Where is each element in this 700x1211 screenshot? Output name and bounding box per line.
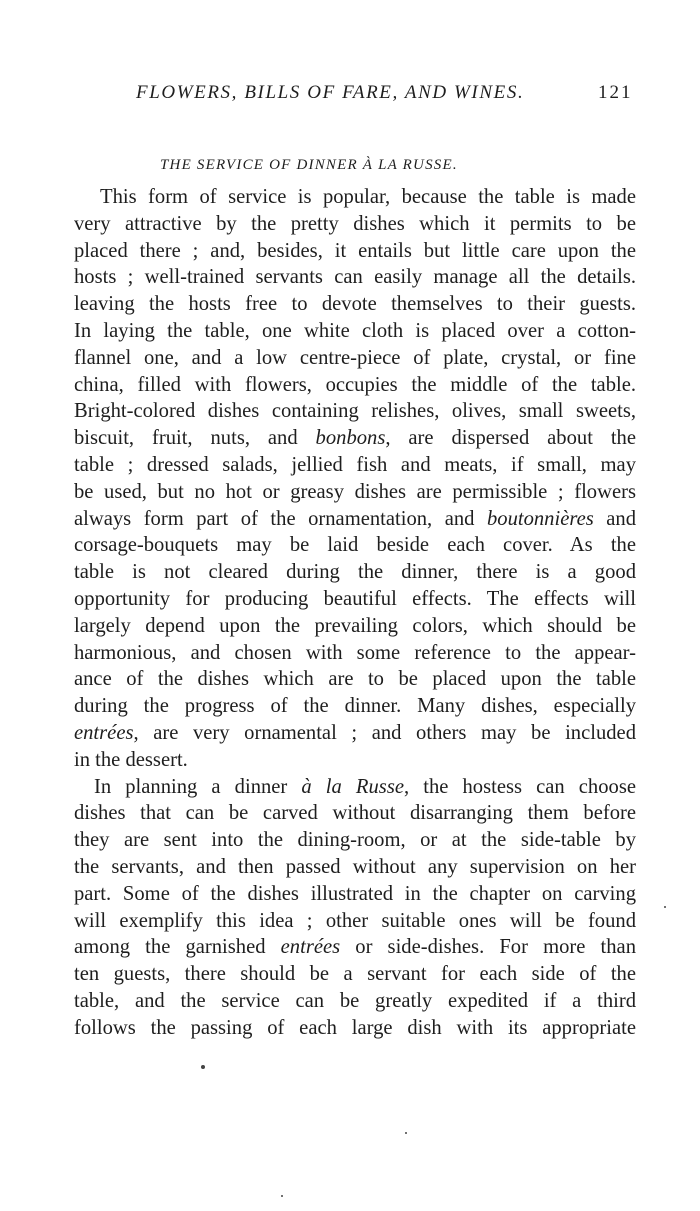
text-run: table, and the service can be greatly expedited if a third: [74, 989, 636, 1012]
text-run: ten guests, there should be a servant for each side of the: [74, 963, 636, 986]
text-run: in the dessert.: [74, 748, 188, 771]
italic-phrase: bonbons: [315, 427, 386, 450]
text-run: and: [593, 507, 636, 530]
text-line: [74, 264, 636, 291]
text-run: leaving the hosts free to devote themselves to their guests.: [74, 293, 636, 316]
text-run: corsage-bouquets may be laid beside each cover. As the: [74, 534, 636, 557]
text-run: will exemplify this idea ; other suitable ones will be found: [74, 909, 636, 932]
text-run: follows the passing of each large dish with its appropriate: [74, 1016, 636, 1039]
section-heading: THE SERVICE OF DINNER À LA RUSSE.: [160, 157, 458, 173]
text-run: during the progress of the dinner. Many dishes, especially: [74, 695, 636, 718]
text-line: [74, 961, 636, 988]
text-run: In planning a dinner: [94, 775, 302, 798]
text-line: [74, 800, 636, 827]
page-number: 121: [598, 82, 633, 103]
text-line: [74, 318, 636, 345]
text-line: [74, 532, 636, 559]
text-line: [74, 747, 636, 774]
text-line: [74, 854, 636, 881]
text-line: [74, 881, 636, 908]
text-run: This form of service is popular, because the table is made: [100, 186, 636, 208]
body-text: [74, 184, 636, 1042]
text-line: [74, 238, 636, 265]
running-head: [0, 82, 700, 108]
text-line: [74, 934, 636, 961]
text-line: [74, 479, 636, 506]
text-line: [74, 908, 636, 935]
speck: [281, 1195, 283, 1197]
text-line: [74, 372, 636, 399]
text-line: [74, 398, 636, 425]
text-line: [74, 693, 636, 720]
text-run: dishes that can be carved without disarranging them before: [74, 802, 636, 825]
text-run: , are very ornamental ; and others may be included: [133, 721, 636, 744]
text-line: [74, 345, 636, 372]
text-line: [74, 452, 636, 479]
text-run: placed there ; and, besides, it entails but little care upon the: [74, 239, 636, 262]
text-run: the servants, and then passed without any supervision on her: [74, 855, 636, 878]
text-line: [74, 291, 636, 318]
running-title: FLOWERS, BILLS OF FARE, AND WINES.: [136, 82, 525, 103]
text-run: , are dispersed about the: [385, 427, 636, 450]
text-run: always form part of the ornamentation, and: [74, 507, 487, 530]
text-run: table is not cleared during the dinner, there is a good: [74, 561, 636, 584]
italic-phrase: entrées: [280, 936, 341, 959]
text-run: be used, but no hot or greasy dishes are permissible ; flowers: [74, 480, 636, 503]
text-line: [74, 613, 636, 640]
text-line: [74, 211, 636, 238]
text-line: [74, 506, 636, 533]
text-run: part. Some of the dishes illustrated in the chapter on carving: [74, 882, 636, 905]
text-line: [74, 425, 636, 452]
text-run: among the garnished: [74, 936, 281, 959]
text-run: table ; dressed salads, jellied fish and meats, if small, may: [74, 453, 636, 476]
text-run: harmonious, and chosen with some reference to the appear-: [74, 641, 636, 664]
italic-phrase: entrées: [74, 721, 134, 744]
text-line: [74, 827, 636, 854]
text-run: or side-dishes. For more than: [340, 936, 636, 959]
text-run: flannel one, and a low centre-piece of plate, crystal, or fine: [74, 346, 636, 369]
text-run: largely depend upon the prevailing colors, which should be: [74, 614, 636, 637]
text-run: hosts ; well-trained servants can easily manage all the details.: [74, 266, 636, 289]
text-run: In laying the table, one white cloth is placed over a cotton-: [74, 319, 636, 342]
speck: [405, 1132, 407, 1134]
italic-phrase: à la Russe: [301, 775, 404, 798]
text-run: very attractive by the pretty dishes which it permits to be: [74, 212, 636, 235]
text-line: [74, 666, 636, 693]
speck: [201, 1065, 205, 1069]
italic-phrase: boutonnières: [486, 507, 594, 530]
text-run: china, filled with flowers, occupies the middle of the table.: [74, 373, 636, 396]
text-line: [74, 559, 636, 586]
text-run: Bright-colored dishes containing relishes, olives, small sweets,: [74, 400, 636, 423]
text-line: [74, 586, 636, 613]
text-run: they are sent into the dining-room, or at the side-table by: [74, 829, 636, 852]
text-line: [74, 774, 636, 801]
text-run: biscuit, fruit, nuts, and: [74, 427, 316, 450]
text-run: opportunity for producing beautiful effects. The effects will: [74, 587, 636, 610]
text-line: [74, 1015, 636, 1042]
text-line: [74, 988, 636, 1015]
speck: [664, 906, 666, 908]
text-run: , the hostess can choose: [403, 775, 636, 798]
text-run: ance of the dishes which are to be placed upon the table: [74, 668, 636, 691]
text-line: [74, 640, 636, 667]
text-line: [74, 184, 636, 211]
text-line: [74, 720, 636, 747]
